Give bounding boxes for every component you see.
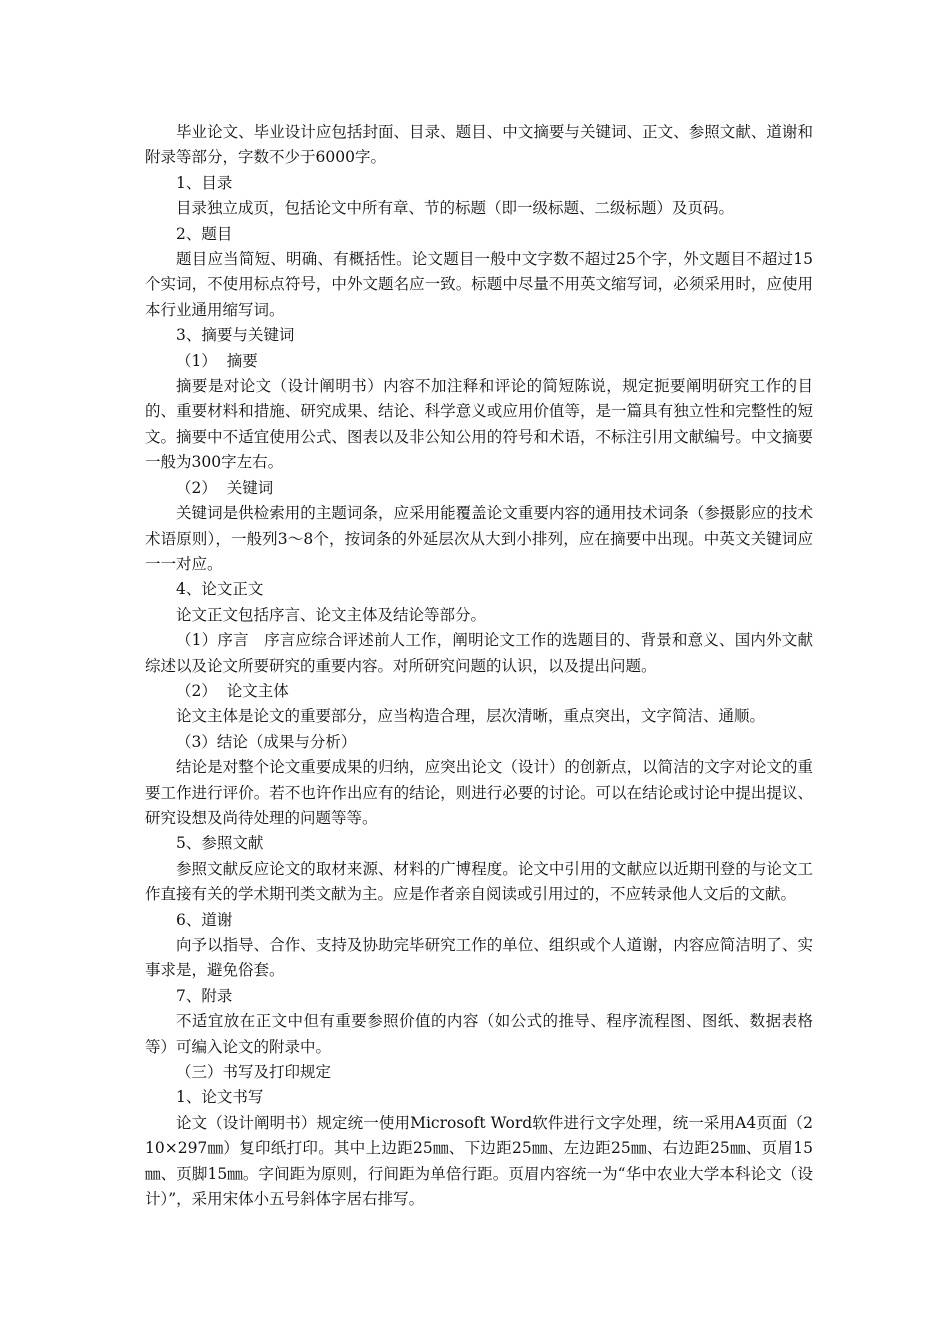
paragraph-intro: 毕业论文、毕业设计应包括封面、目录、题目、中文摘要与关键词、正文、参照文献、道谢和附录等部分，字数不少于6000字。 [145,123,813,167]
paragraph-title: 题目应当简短、明确、有概括性。论文题目一般中文字数不超过25个字，外文题目不超过15个实词，不使用标点符号，中外文题名应一致。标题中尽量不用英文缩写词，必须采用时，应使用本行业通用缩写词。 [145,250,813,319]
paragraph-acknowledgement: 向予以指导、合作、支持及协助完毕研究工作的单位、组织或个人道谢，内容应简洁明了、实事求是，避免俗套。 [145,936,813,980]
paragraph-appendix: 不适宜放在正文中但有重要参照价值的内容（如公式的推导、程序流程图、图纸、数据表格等）可编入论文的附录中。 [145,1012,813,1056]
paragraph-conclusion: 结论是对整个论文重要成果的归纳，应突出论文（设计）的创新点，以简洁的文字对论文的重要工作进行评价。若不也许作出应有的结论，则进行必要的讨论。可以在结论或讨论中提出提议、研究设想及尚待处理的问题等等。 [145,758,813,827]
paragraph-keywords: 关键词是供检索用的主题词条，应采用能覆盖论文重要内容的通用技术词条（参摄影应的技术术语原则），一般列3～8个，按词条的外延层次从大到小排列，应在摘要中出现。中英文关键词应一一对应。 [145,504,813,573]
heading-acknowledgement: 6、道谢 [176,910,233,929]
heading-main-text: 4、论文正文 [176,580,264,599]
subheading-body: （2） 论文主体 [176,681,289,700]
heading-abstract-keywords: 3、摘要与关键词 [176,326,295,345]
heading-toc: 1、目录 [176,173,233,192]
heading-title: 2、题目 [176,224,233,243]
paragraph-toc: 目录独立成页，包括论文中所有章、节的标题（即一级标题、二级标题）及页码。 [176,199,735,218]
heading-appendix: 7、附录 [176,986,233,1005]
subheading-keywords: （2） 关键词 [176,478,274,497]
paragraph-references: 参照文献反应论文的取材来源、材料的广博程度。论文中引用的文献应以近期刊登的与论文工作直接有关的学术期刊类文献为主。应是作者亲自阅读或引用过的，不应转录他人文后的文献。 [145,859,813,904]
heading-thesis-writing: 1、论文书写 [176,1088,264,1107]
paragraph-thesis-writing: 论文（设计阐明书）规定统一使用Microsoft Word软件进行文字处理，统一采用A4页面（210×297㎜）复印纸打印。其中上边距25㎜、下边距25㎜、左边距25㎜、右边距25㎜、页眉15㎜、页脚15㎜。字间距为原则，行间距为单倍行距。页眉内容统一为“华中农业大学本科论文（设计）”，采用宋体小五号斜体字居右排写。 [145,1113,813,1209]
subheading-conclusion: （3）结论（成果与分析） [176,732,357,751]
heading-writing-printing: （三）书写及打印规定 [176,1063,332,1082]
heading-references: 5、参照文献 [176,834,264,853]
paragraph-preface: （1）序言 序言应综合评述前人工作，阐明论文工作的选题目的、背景和意义、国内外文献综述以及论文所要研究的重要内容。对所研究问题的认识，以及提出问题。 [145,631,813,675]
document-body [145,120,813,1212]
paragraph-body: 论文主体是论文的重要部分，应当构造合理，层次清晰，重点突出，文字简洁、通顺。 [176,707,766,726]
paragraph-main-text: 论文正文包括序言、论文主体及结论等部分。 [176,605,487,624]
subheading-abstract: （1） 摘要 [176,351,258,370]
paragraph-abstract: 摘要是对论文（设计阐明书）内容不加注释和评论的简短陈说，规定扼要阐明研究工作的目的、重要材料和措施、研究成果、结论、科学意义或应用价值等，是一篇具有独立性和完整性的短文。摘要中不适宜使用公式、图表以及非公知公用的符号和术语，不标注引用文献编号。中文摘要一般为300字左右。 [145,377,813,472]
